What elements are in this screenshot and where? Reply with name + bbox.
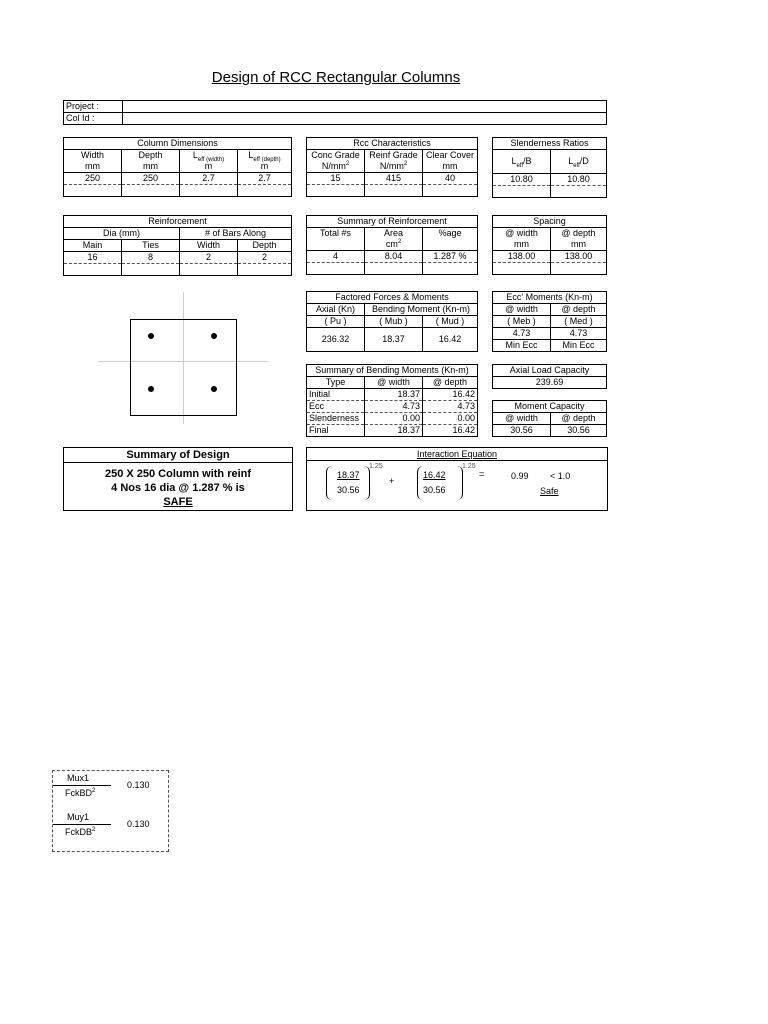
unit: $N/mm^2$ [307, 161, 365, 173]
table-row [307, 413, 478, 425]
unit: m [238, 161, 292, 173]
med-value: 4.73 [551, 328, 607, 340]
ecc-depth-header: @ depth [551, 304, 607, 316]
table-row [307, 389, 478, 401]
rebar-dot [148, 333, 154, 339]
clear-cover-value[interactable]: 40 [423, 173, 478, 185]
mc-depth-header: @ depth [551, 413, 607, 425]
unit: mm [423, 161, 478, 173]
rcc-table [306, 137, 478, 197]
axial-capacity-table [492, 364, 607, 389]
moment-capacity-table [492, 400, 607, 437]
ratio-denominator: FckDB$^2$ [65, 827, 96, 837]
empty-cell [64, 185, 122, 197]
interaction-numerator-2: 16.42 [423, 470, 446, 480]
colid-value[interactable] [123, 113, 607, 125]
interaction-result: 0.99 [511, 471, 529, 481]
reinforcement-table [63, 215, 292, 276]
project-label: Project : [64, 101, 123, 113]
type-header: Type [307, 377, 365, 389]
bm-width-header: @ width [365, 377, 423, 389]
min-ecc-label: Min Ecc [551, 340, 607, 352]
factored-forces-table [306, 291, 478, 352]
row-depth-value: 16.42 [423, 425, 478, 437]
ratio-value: 0.130 [127, 780, 150, 790]
ratio-denominator: FckBD$^2$ [65, 788, 96, 798]
med-header: ( Med ) [551, 316, 607, 328]
bending-moment-header: Bending Moment (Kn-m) [365, 304, 478, 316]
table-row [307, 425, 478, 437]
empty-cell [122, 185, 180, 197]
main-header: Main [64, 240, 122, 252]
col-depth-header: Depth [122, 150, 180, 162]
total-bars-header: Total #s [307, 228, 365, 240]
mub-value[interactable]: 18.37 [365, 328, 423, 352]
unit: mm [551, 239, 607, 251]
project-table [63, 100, 607, 125]
empty-cell [238, 264, 292, 276]
interaction-heading: Interaction Equation [307, 448, 607, 461]
reinforcement-heading: Reinforcement [64, 216, 292, 228]
bm-depth-header: @ depth [423, 377, 478, 389]
column-outline [130, 319, 237, 416]
summary-bending-table [306, 364, 478, 437]
empty-cell [551, 263, 607, 275]
leff-d-header: $L_{eff}/D$ [551, 150, 607, 174]
row-width-value: 18.37 [365, 389, 423, 401]
area-header: Area [365, 228, 423, 240]
empty-cell [551, 186, 607, 198]
conc-grade-value[interactable]: 15 [307, 173, 365, 185]
moment-capacity-heading: Moment Capacity [493, 401, 607, 413]
spacing-depth-header: @ depth [551, 228, 607, 240]
ratio-numerator: Muy1 [67, 812, 90, 822]
bars-width-value[interactable]: 2 [180, 252, 238, 264]
axial-capacity-value: 239.69 [493, 377, 607, 389]
empty-cell [307, 263, 365, 275]
interaction-equation [306, 447, 608, 511]
ties-header: Ties [122, 240, 180, 252]
summary-design-line2: 4 Nos 16 dia @ 1.287 % is [111, 482, 245, 494]
empty-cell [423, 263, 478, 275]
empty-cell [493, 263, 551, 275]
row-depth-value: 4.73 [423, 401, 478, 413]
percentage-header: %age [423, 228, 478, 240]
ecc-width-header: @ width [493, 304, 551, 316]
conc-grade-header: Conc Grade [307, 150, 365, 162]
interaction-plus: + [389, 476, 395, 486]
mud-value[interactable]: 16.42 [423, 328, 478, 352]
unit: m [180, 161, 238, 173]
interaction-numerator-1: 18.37 [337, 470, 360, 480]
bars-width-header: Width [180, 240, 238, 252]
factored-heading: Factored Forces & Moments [307, 292, 478, 304]
summary-design-status: SAFE [163, 496, 193, 508]
empty-cell [365, 263, 423, 275]
summary-reinforcement-table [306, 215, 478, 275]
row-width-value: 0.00 [365, 413, 423, 425]
leff-depth-header: $L_{eff (depth)}$ [238, 150, 292, 162]
colid-label: Col Id : [64, 113, 123, 125]
bars-depth-value[interactable]: 2 [238, 252, 292, 264]
row-depth-value: 16.42 [423, 389, 478, 401]
empty-cell [180, 185, 238, 197]
row-type: Ecc [307, 401, 365, 413]
total-bars-value: 4 [307, 251, 365, 263]
fraction-line [53, 824, 111, 825]
empty-cell [180, 264, 238, 276]
col-width-header: Width [64, 150, 122, 162]
percentage-value: 1.287 % [423, 251, 478, 263]
row-type: Final [307, 425, 365, 437]
mc-depth-value: 30.56 [551, 425, 607, 437]
page-title: Design of RCC Rectangular Columns [211, 69, 461, 86]
summary-design-heading: Summary of Design [64, 448, 292, 463]
reinf-grade-value[interactable]: 415 [365, 173, 423, 185]
summary-reinforcement-heading: Summary of Reinforcement [307, 216, 478, 228]
slenderness-d-value: 10.80 [551, 174, 607, 186]
empty-cell [238, 185, 292, 197]
project-value[interactable] [123, 101, 607, 113]
min-ecc-label: Min Ecc [493, 340, 551, 352]
column-section-drawing [98, 292, 268, 424]
column-dimensions-heading: Column Dimensions [64, 138, 292, 150]
mud-header: ( Mud ) [423, 316, 478, 328]
ratio-numerator: Mux1 [67, 773, 90, 783]
interaction-denominator-2: 30.56 [423, 485, 446, 495]
unit: $cm^2$ [365, 239, 423, 251]
reinf-grade-header: Reinf Grade [365, 150, 423, 162]
empty-cell [122, 264, 180, 276]
interaction-power-2: 1.25 [462, 463, 476, 470]
mc-width-value: 30.56 [493, 425, 551, 437]
rebar-dot [211, 386, 217, 392]
summary-bending-heading: Summary of Bending Moments (Kn-m) [307, 365, 478, 377]
mc-width-header: @ width [493, 413, 551, 425]
axial-capacity-heading: Axial Load Capacity [493, 365, 607, 377]
empty-cell [365, 185, 423, 197]
unit: mm [493, 239, 551, 251]
ratio-value: 0.130 [127, 819, 150, 829]
leff-width-header: $L_{eff (width)}$ [180, 150, 238, 162]
interaction-status: Safe [540, 486, 559, 496]
spacing-width-value: 138.00 [493, 251, 551, 263]
slenderness-table [492, 137, 607, 198]
col-width-value[interactable]: 250 [64, 173, 122, 185]
col-depth-value[interactable]: 250 [122, 173, 180, 185]
spacing-heading: Spacing [493, 216, 607, 228]
row-depth-value: 0.00 [423, 413, 478, 425]
empty-cell [493, 186, 551, 198]
moment-ratio-box [52, 770, 169, 852]
bars-along-header: # of Bars Along [180, 228, 292, 240]
unit: $N/mm^2$ [365, 161, 423, 173]
interaction-denominator-1: 30.56 [337, 485, 360, 495]
empty-cell [64, 264, 122, 276]
empty-cell [307, 185, 365, 197]
row-type: Initial [307, 389, 365, 401]
empty-cell [423, 185, 478, 197]
rebar-dot [211, 333, 217, 339]
interaction-equals: = [479, 469, 485, 479]
empty-cell [423, 239, 478, 251]
meb-value: 4.73 [493, 328, 551, 340]
pu-header: ( Pu ) [307, 316, 365, 328]
fraction-line [53, 785, 111, 786]
leff-b-header: $L_{eff}/B$ [493, 150, 551, 174]
clear-cover-header: Clear Cover [423, 150, 478, 162]
spacing-depth-value: 138.00 [551, 251, 607, 263]
table-row [307, 401, 478, 413]
spacing-table [492, 215, 607, 275]
row-type: Slenderness [307, 413, 365, 425]
ecc-moments-table [492, 291, 607, 352]
column-dimensions-table [63, 137, 292, 197]
unit: mm [64, 161, 122, 173]
spacing-width-header: @ width [493, 228, 551, 240]
slenderness-b-value: 10.80 [493, 174, 551, 186]
ecc-heading: Ecc' Moments (Kn-m) [493, 292, 607, 304]
row-width-value: 4.73 [365, 401, 423, 413]
leff-width-value[interactable]: 2.7 [180, 173, 238, 185]
slenderness-heading: Slenderness Ratios [493, 138, 607, 150]
interaction-compare: < 1.0 [550, 471, 571, 481]
rcc-heading: Rcc Characteristics [307, 138, 478, 150]
unit: mm [122, 161, 180, 173]
dia-header: Dia (mm) [64, 228, 180, 240]
summary-of-design [63, 447, 293, 511]
empty-cell [307, 239, 365, 251]
rebar-dot [148, 386, 154, 392]
axial-header: Axial (Kn) [307, 304, 365, 316]
bars-depth-header: Depth [238, 240, 292, 252]
leff-depth-value[interactable]: 2.7 [238, 173, 292, 185]
main-dia-value[interactable]: 16 [64, 252, 122, 264]
interaction-power-1: 1.25 [369, 463, 383, 470]
row-width-value: 18.37 [365, 425, 423, 437]
meb-header: ( Meb ) [493, 316, 551, 328]
area-value: 8.04 [365, 251, 423, 263]
summary-design-line1: 250 X 250 Column with reinf [104, 468, 252, 480]
pu-value[interactable]: 236.32 [307, 328, 365, 352]
mub-header: ( Mub ) [365, 316, 423, 328]
ties-dia-value[interactable]: 8 [122, 252, 180, 264]
